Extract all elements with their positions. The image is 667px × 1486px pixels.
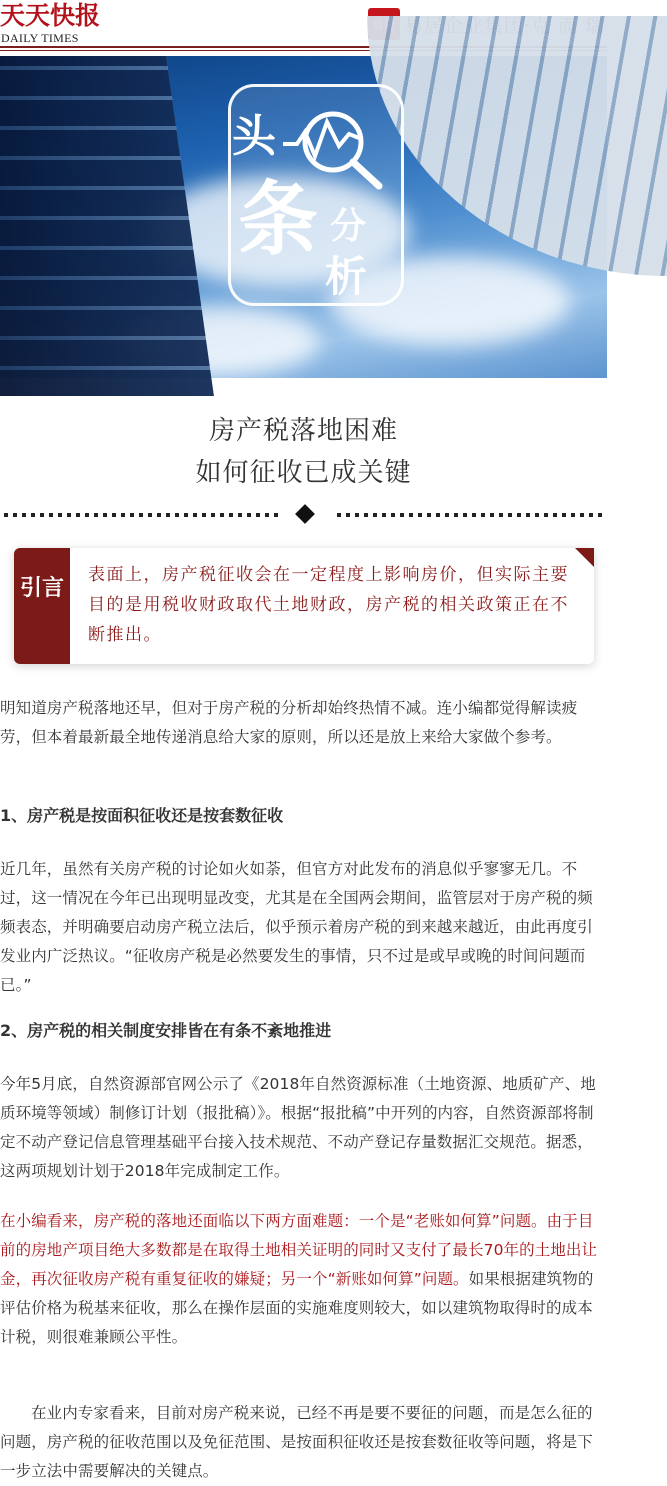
badge-char: 条 — [238, 173, 318, 266]
paragraph-text: 在业内专家看来，目前对房产税来说，已经不再是要不要征的问题，而是怎么征的问题，房产税的征收范围以及免征范围、是按面积征收还是按套数征收等问题，将是下一步立法中需要解决的关键点。 — [0, 1404, 593, 1480]
section-heading: 2、房产税的相关制度安排皆在有条不紊地推进 — [0, 1021, 332, 1040]
building-left — [0, 56, 214, 396]
badge-char: 析 — [325, 252, 368, 301]
badge-char: 分 — [330, 206, 367, 247]
section-heading: 1、房产税是按面积征收还是按套数征收 — [0, 806, 284, 825]
building-right — [367, 16, 667, 276]
paragraph — [0, 1399, 607, 1486]
paragraph: 近几年，虽然有关房产税的讨论如火如荼，但官方对此发布的消息似乎寥寥无几。不过，这一情况在今年已出现明显改变，尤其是在全国两会期间，监管层对于房产税的频频表态，并明确要启动房产税立法后，似乎预示着房产税的到来越来越近，由此再度引发业内广泛热议。“征收房产税是必然要发生的事情，只不过是或早或晚的时间问题而已。” — [0, 860, 593, 994]
paragraph-rest: 如果根据建筑物的评估价格为税基来征收，那么在操作层面的实施难度则较大，如以建筑物取得时的成本计税，则很难兼顾公平性。 — [0, 1270, 594, 1346]
intro-text: 表面上，房产税征收会在一定程度上影响房价，但实际主要目的是用税收财政取代土地财政，房产税的相关政策正在不断推出。 — [88, 565, 569, 645]
paragraph: 今年5月底，自然资源部官网公示了《2018年自然资源标准（土地资源、地质矿产、地质环境等领域）制修订计划（报批稿）》。根据“报批稿”中开列的内容，自然资源部将制定不动产登记信息管理基础平台接入技术规范、不动产登记存量数据汇交规范。据悉，这两项规划计划于2018年完成制定工作。 — [0, 1075, 596, 1180]
logo-title: 天天快报 — [0, 1, 101, 30]
paragraph: 明知道房产税落地还早，但对于房产税的分析却始终热情不减。连小编都觉得解读疲劳，但本着最新最全地传递消息给大家的原则，所以还是放上来给大家做个参考。 — [0, 699, 578, 746]
highlight-text: 在小编看来，房产税的落地还面临以下两方面难题：一个是“老账如何算”问题。由于目前的房地产项目绝大多数都是在取得土地相关证明的同时又支付了最长70年的土地出让金，再次征收房产税有重复征收的嫌疑；另一个“新账如何算”问题。 — [0, 1212, 598, 1288]
logo-subtitle: DAILY TIMES — [1, 31, 79, 45]
intro-tag: 引言 — [19, 576, 64, 601]
badge-char: 头 — [232, 111, 276, 162]
article-title-line1: 房产税落地困难 — [208, 416, 398, 446]
article-title-line2: 如何征收已成关键 — [195, 458, 412, 488]
paragraph — [0, 1207, 607, 1352]
intro-side-bar — [14, 548, 70, 664]
